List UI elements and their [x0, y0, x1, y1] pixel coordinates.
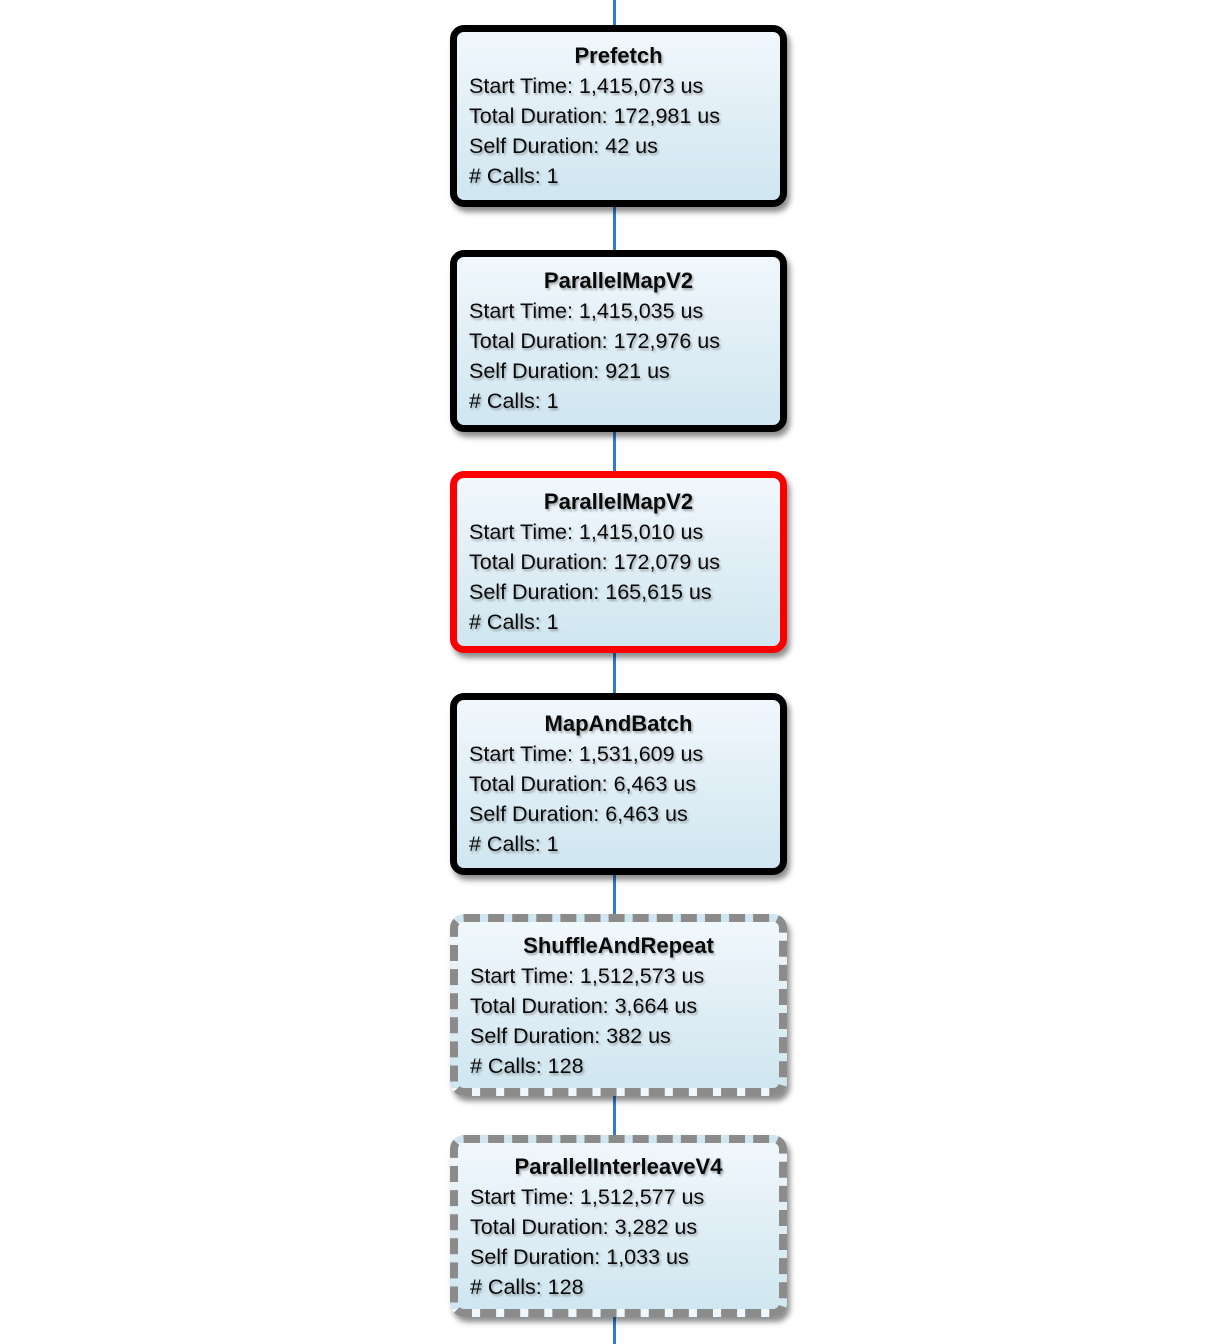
stat-line-total-duration: Total Duration: 172,981 us [469, 104, 720, 128]
stat-line-num-calls: # Calls: 1 [469, 164, 559, 188]
stat-line-total-duration: Total Duration: 3,664 us [470, 994, 698, 1018]
node-title: Prefetch [574, 43, 663, 68]
stat-line-total-duration: Total Duration: 172,976 us [469, 329, 720, 353]
stat-line-self-duration: Self Duration: 6,463 us [469, 802, 688, 826]
stat-line-total-duration: Total Duration: 6,463 us [469, 772, 697, 796]
stat-line-total-duration: Total Duration: 172,079 us [469, 550, 720, 574]
graph-node-shuffle-and-repeat[interactable] [450, 914, 787, 1096]
stat-line-self-duration: Self Duration: 921 us [469, 359, 670, 383]
stat-line-self-duration: Self Duration: 42 us [469, 134, 658, 158]
stat-line-num-calls: # Calls: 128 [470, 1275, 584, 1299]
graph-node-map-and-batch[interactable] [450, 693, 787, 875]
stat-line-start-time: Start Time: 1,512,573 us [470, 964, 705, 988]
graph-node-prefetch[interactable] [450, 25, 787, 207]
stat-line-num-calls: # Calls: 1 [469, 832, 559, 856]
node-title: ParallelMapV2 [543, 268, 694, 293]
stat-line-start-time: Start Time: 1,531,609 us [469, 742, 704, 766]
stat-line-self-duration: Self Duration: 382 us [470, 1024, 671, 1048]
graph-node-parallel-map-v2-selected[interactable] [450, 471, 787, 653]
stat-line-num-calls: # Calls: 1 [469, 389, 559, 413]
stat-line-total-duration: Total Duration: 3,282 us [470, 1215, 698, 1239]
node-title: ParallelMapV2 [543, 489, 694, 514]
node-title: MapAndBatch [544, 711, 693, 736]
stat-line-self-duration: Self Duration: 165,615 us [469, 580, 712, 604]
stat-line-self-duration: Self Duration: 1,033 us [470, 1245, 689, 1269]
stat-line-num-calls: # Calls: 128 [470, 1054, 584, 1078]
graph-node-parallel-map-v2-upper[interactable] [450, 250, 787, 432]
stat-line-num-calls: # Calls: 1 [469, 610, 559, 634]
stat-line-start-time: Start Time: 1,415,010 us [469, 520, 704, 544]
stat-line-start-time: Start Time: 1,512,577 us [470, 1185, 705, 1209]
stat-line-start-time: Start Time: 1,415,073 us [469, 74, 704, 98]
graph-node-parallel-interleave-v4[interactable] [450, 1135, 787, 1317]
node-title: ShuffleAndRepeat [523, 933, 714, 958]
node-title: ParallelInterleaveV4 [514, 1154, 723, 1179]
stat-line-start-time: Start Time: 1,415,035 us [469, 299, 704, 323]
